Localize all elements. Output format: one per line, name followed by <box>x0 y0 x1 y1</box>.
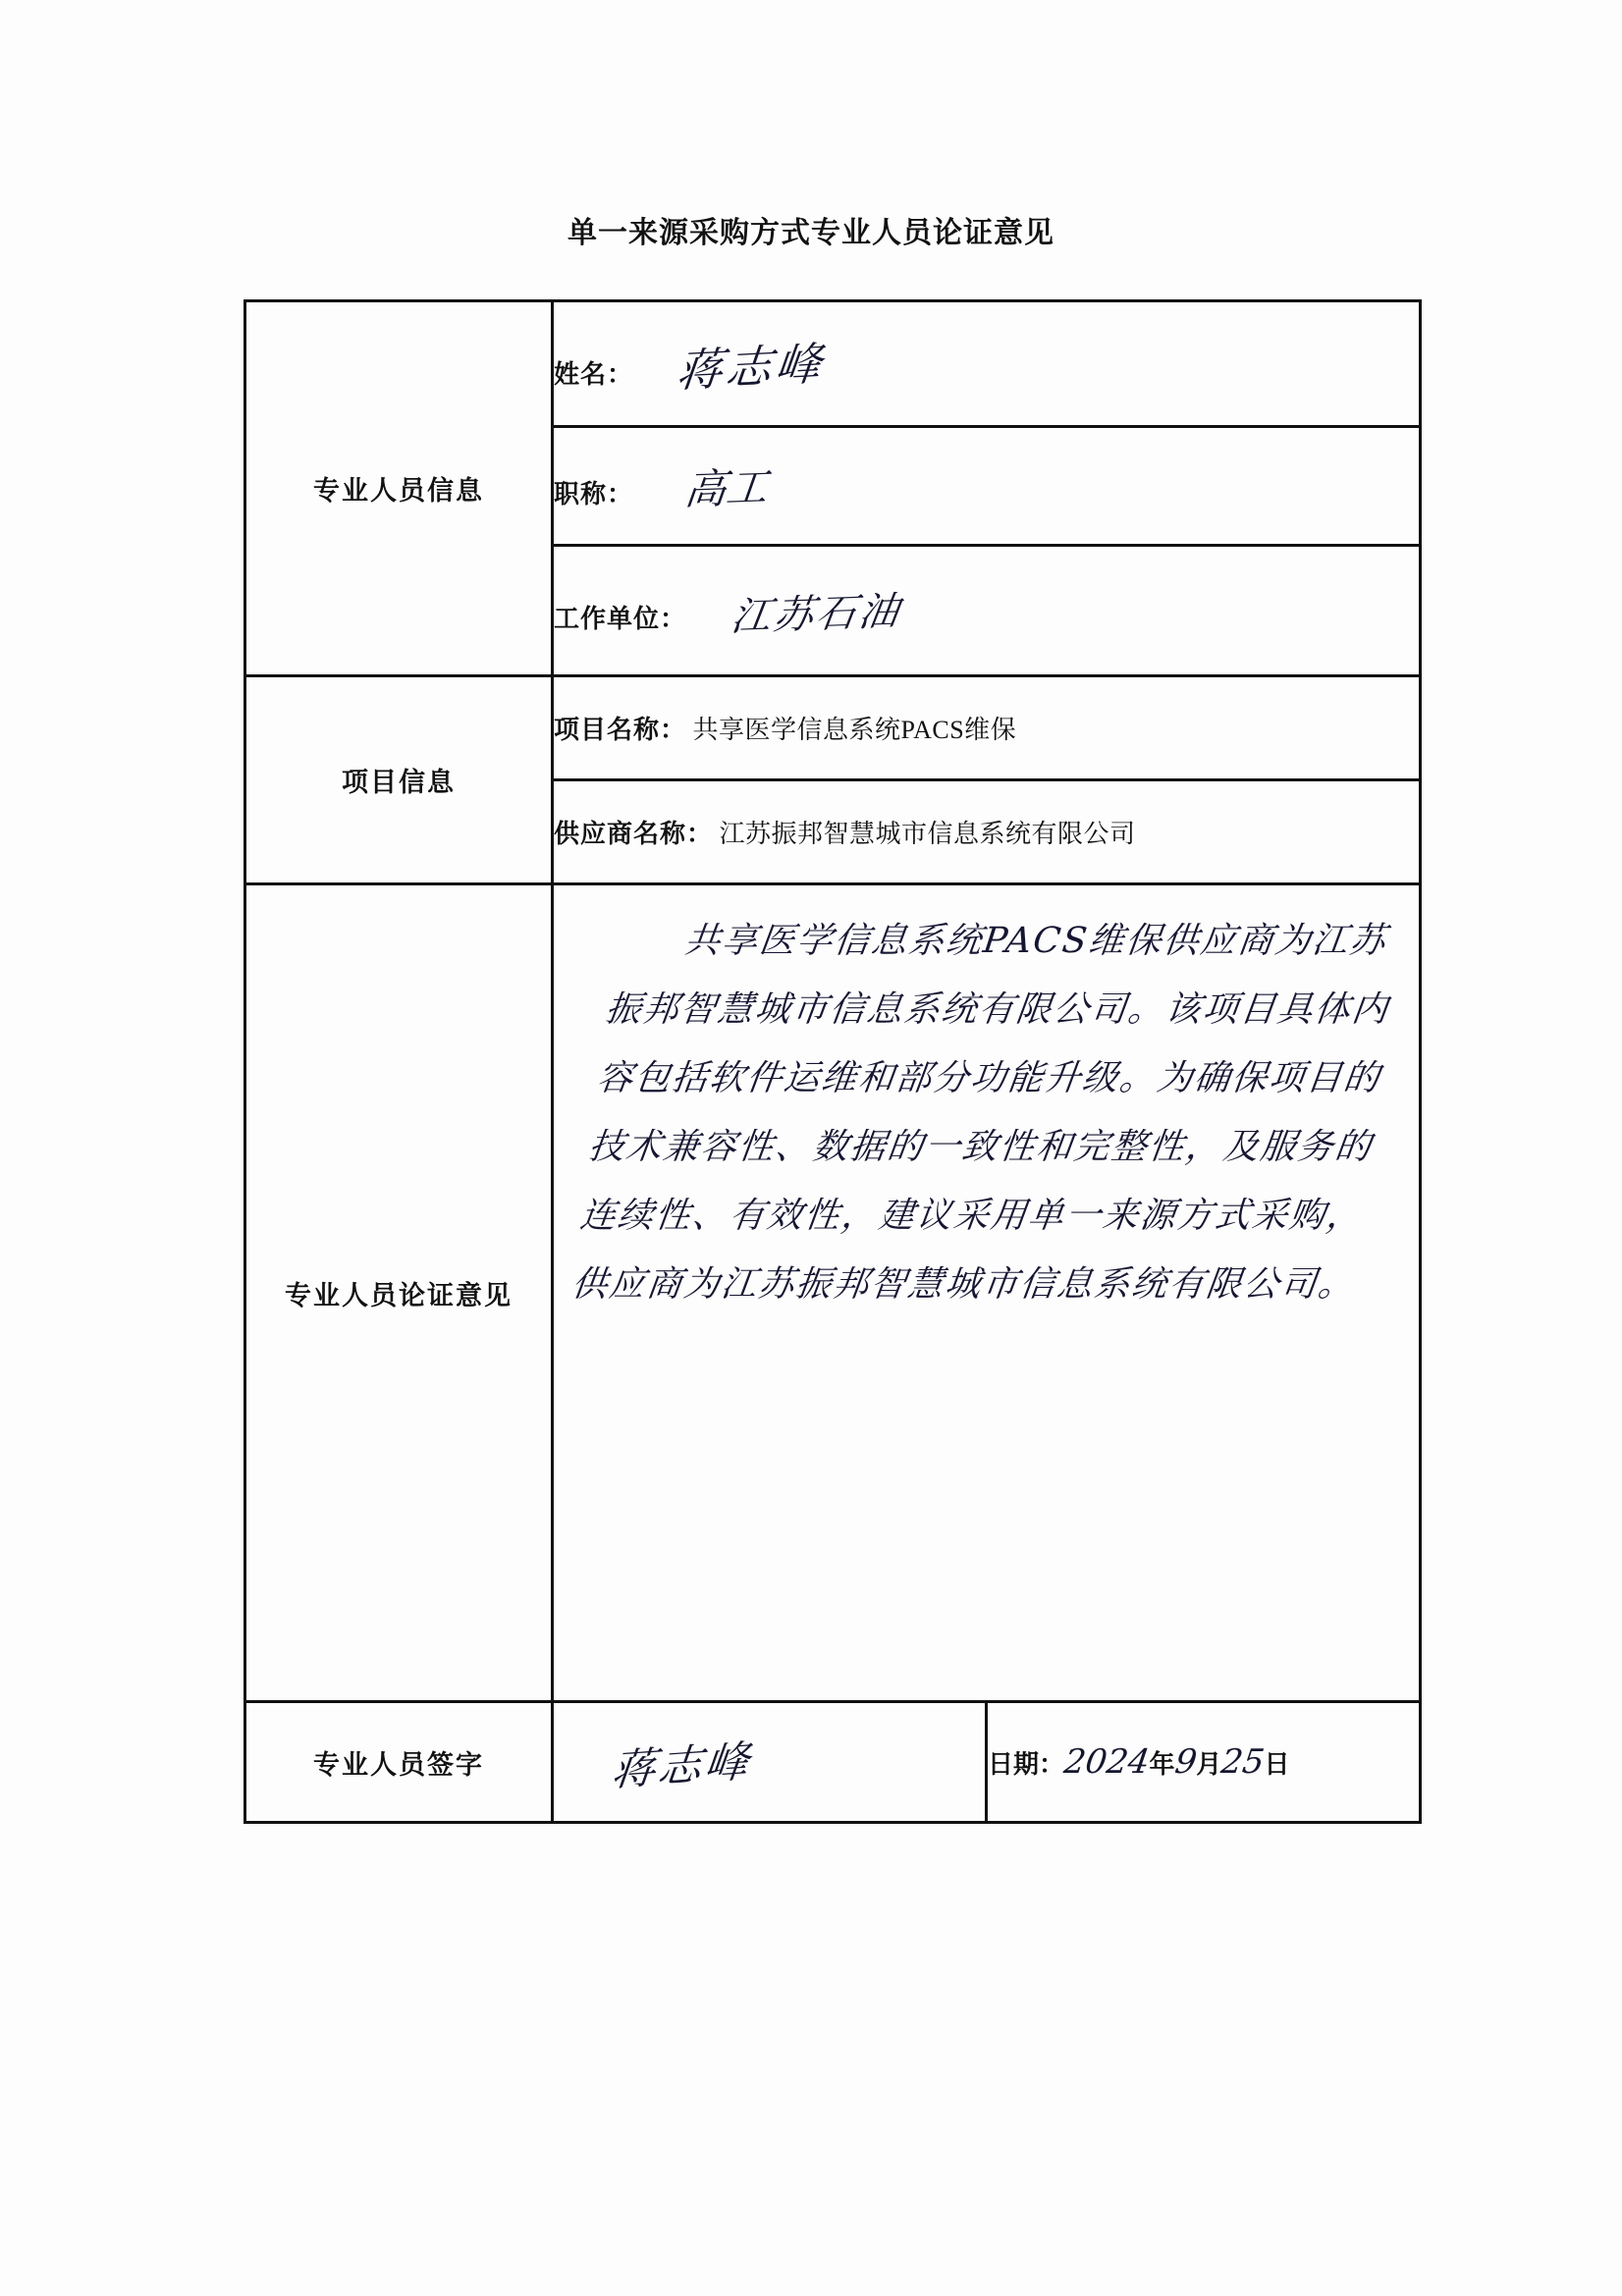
employer-field-label: 工作单位： <box>554 604 687 633</box>
personnel-title-cell <box>553 427 1421 546</box>
project-name-cell <box>553 676 1421 780</box>
date-year-value: 2024 <box>1061 1742 1153 1782</box>
date-label: 日期： <box>988 1750 1065 1779</box>
project-info-label: 项目信息 <box>245 676 553 884</box>
table-row <box>245 301 1421 427</box>
date-cell <box>987 1702 1421 1823</box>
date-year-unit: 年 <box>1149 1750 1175 1779</box>
supplier-field-value: 江苏振邦智慧城市信息系统有限公司 <box>719 820 1136 848</box>
table-row <box>245 884 1421 1702</box>
table-row <box>245 1702 1421 1823</box>
signature-value: 蒋志峰 <box>609 1736 754 1796</box>
date-month-unit: 月 <box>1196 1750 1222 1779</box>
employer-field-value: 江苏石油 <box>728 588 904 640</box>
name-field-label: 姓名： <box>554 359 634 389</box>
signature-label: 专业人员签字 <box>245 1702 553 1823</box>
table-row <box>245 676 1421 780</box>
date-month-value: 9 <box>1171 1742 1200 1782</box>
signature-cell <box>553 1702 987 1823</box>
personnel-name-cell <box>553 301 1421 427</box>
opinion-label: 专业人员论证意见 <box>245 884 553 1702</box>
date-day-value: 25 <box>1218 1742 1268 1782</box>
page-title: 单一来源采购方式专业人员论证意见 <box>568 217 1054 249</box>
argumentation-form-table <box>243 299 1422 1824</box>
project-name-field-value: 共享医学信息系统PACS维保 <box>692 716 1017 744</box>
opinion-handwritten-text: 共享医学信息系统PACS维保供应商为江苏振邦智慧城市信息系统有限公司。该项目具体内容包括软件运维和部分功能升级。为确保项目的技术兼容性、数据的一致性和完整性，及服务的连续性、有效性，建议采用单一来源方式采购，供应商为江苏振邦智慧城市信息系统有限公司。 <box>569 921 1392 1305</box>
date-day-unit: 日 <box>1264 1750 1290 1779</box>
personnel-employer-cell <box>553 546 1421 676</box>
job-title-field-label: 职称： <box>554 480 634 508</box>
name-field-value: 蒋志峰 <box>673 336 828 398</box>
supplier-name-cell <box>553 780 1421 884</box>
job-title-field-value: 高工 <box>681 462 771 514</box>
personnel-info-label: 专业人员信息 <box>245 301 553 676</box>
supplier-field-label: 供应商名称： <box>554 820 714 848</box>
project-name-field-label: 项目名称： <box>554 716 687 744</box>
opinion-content-cell <box>553 884 1421 1702</box>
